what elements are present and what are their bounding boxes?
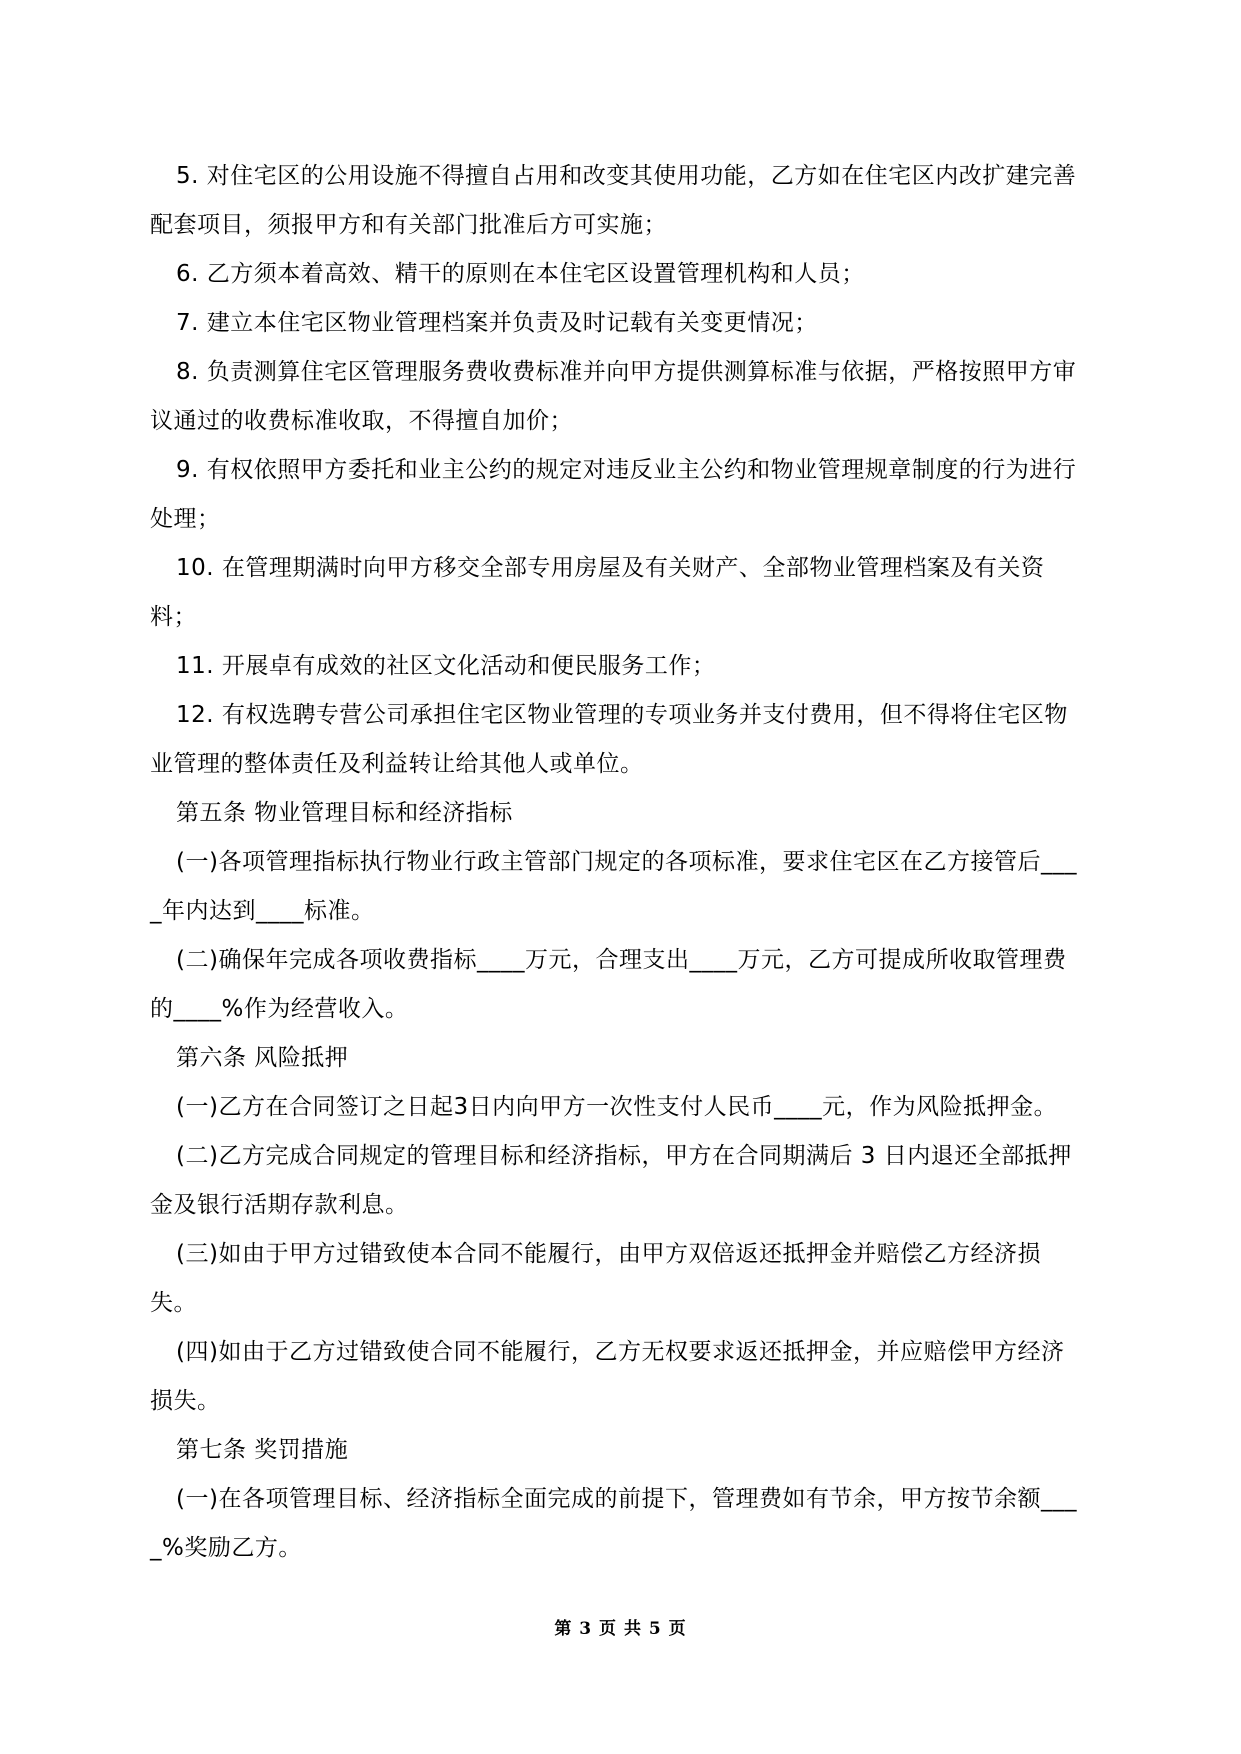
article-5-item-2: (二)确保年完成各项收费指标____万元，合理支出____万元，乙方可提成所收取管理费的____%作为经营收入。 xyxy=(150,947,1067,1022)
document-body xyxy=(150,152,1086,1573)
article-7-item-1: (一)在各项管理目标、经济指标全面完成的前提下，管理费如有节余，甲方按节余额____%奖励乙方。 xyxy=(150,1486,1077,1561)
clause-11-community-activities: 11. 开展卓有成效的社区文化活动和便民服务工作； xyxy=(176,653,716,679)
article-5-item-1: (一)各项管理指标执行物业行政主管部门规定的各项标准，要求住宅区在乙方接管后____年内达到____标准。 xyxy=(150,849,1077,924)
clause-7-archives: 7. 建立本住宅区物业管理档案并负责及时记载有关变更情况； xyxy=(176,310,818,336)
clause-12-subcontract: 12. 有权选聘专营公司承担住宅区物业管理的专项业务并支付费用，但不得将住宅区物业管理的整体责任及利益转让给其他人或单位。 xyxy=(150,702,1068,777)
clause-9-violations: 9. 有权依照甲方委托和业主公约的规定对违反业主公约和物业管理规章制度的行为进行处理； xyxy=(150,457,1077,532)
clause-5-public-facilities: 5. 对住宅区的公用设施不得擅自占用和改变其使用功能，乙方如在住宅区内改扩建完善配套项目，须报甲方和有关部门批准后方可实施； xyxy=(150,163,1077,238)
page-number-footer: 第 3 页 共 5 页 xyxy=(554,1619,687,1639)
article-6-heading: 第六条 风险抵押 xyxy=(176,1045,349,1071)
clause-8-fee-standard: 8. 负责测算住宅区管理服务费收费标准并向甲方提供测算标准与依据，严格按照甲方审议通过的收费标准收取，不得擅自加价； xyxy=(150,359,1077,434)
article-6-item-3: (三)如由于甲方过错致使本合同不能履行，由甲方双倍返还抵押金并赔偿乙方经济损失。 xyxy=(150,1241,1041,1316)
article-5-heading: 第五条 物业管理目标和经济指标 xyxy=(176,800,513,826)
article-6-item-4: (四)如由于乙方过错致使合同不能履行，乙方无权要求返还抵押金，并应赔偿甲方经济损失。 xyxy=(150,1339,1065,1414)
clause-6-management-staff: 6. 乙方须本着高效、精干的原则在本住宅区设置管理机构和人员； xyxy=(176,261,865,287)
article-6-item-2: (二)乙方完成合同规定的管理目标和经济指标，甲方在合同期满后 3 日内退还全部抵押金及银行活期存款利息。 xyxy=(150,1143,1072,1218)
clause-10-handover: 10. 在管理期满时向甲方移交全部专用房屋及有关财产、全部物业管理档案及有关资料； xyxy=(150,555,1045,630)
article-7-heading: 第七条 奖罚措施 xyxy=(176,1437,349,1463)
article-6-item-1: (一)乙方在合同签订之日起3日内向甲方一次性支付人民币____元，作为风险抵押金。 xyxy=(176,1094,1058,1120)
